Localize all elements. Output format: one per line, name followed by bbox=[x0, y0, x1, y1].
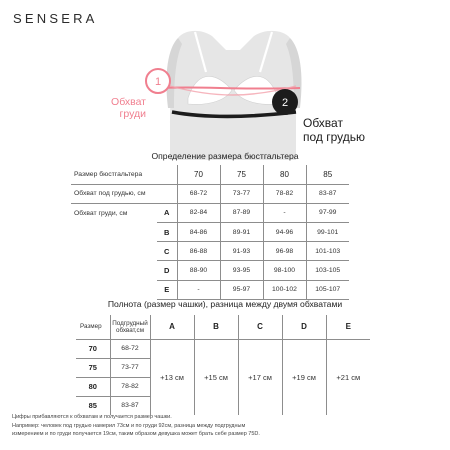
cup-row-girth: 78-82 bbox=[110, 377, 150, 396]
note-line-1: Цифры прибавляются к обхватам и получается размер чашки. bbox=[12, 414, 172, 420]
cup-row-size: 75 bbox=[76, 358, 110, 377]
bra-figure-svg bbox=[0, 28, 450, 160]
bust-row-label: Обхват груди, см bbox=[74, 209, 128, 217]
cup-header-letter: A bbox=[150, 315, 194, 339]
size-header-label: Размер бюстгальтера bbox=[71, 165, 177, 184]
size-header-cell: 85 bbox=[306, 165, 349, 184]
size-table bbox=[71, 165, 349, 300]
cup-table-title: Полнота (размер чашки), разница между двумя обхватами bbox=[107, 299, 343, 309]
cup-row-70 bbox=[76, 339, 370, 358]
cup-letter: C bbox=[157, 242, 177, 261]
bust-cell: 93-95 bbox=[220, 261, 263, 280]
cup-header-girth bbox=[110, 315, 150, 339]
cup-header-girth-line1: Подгрудный bbox=[112, 319, 148, 327]
bust-cell: 98-100 bbox=[263, 261, 306, 280]
cup-header-letter: E bbox=[326, 315, 370, 339]
bust-cell: 99-101 bbox=[306, 223, 349, 242]
underbust-label-line2: под грудью bbox=[303, 130, 366, 144]
bust-label bbox=[98, 96, 146, 120]
bust-label-line2: груди bbox=[119, 108, 146, 120]
cup-difference-cell: +17 см bbox=[238, 339, 282, 415]
bust-cell: 103-105 bbox=[306, 261, 349, 280]
bust-cell: 100-102 bbox=[263, 280, 306, 299]
cup-row-size: 85 bbox=[76, 396, 110, 415]
bust-cell: - bbox=[263, 203, 306, 222]
cup-header-size: Размер bbox=[80, 323, 102, 330]
cup-difference-cell: +15 см bbox=[194, 339, 238, 415]
bust-cell: 95-97 bbox=[220, 280, 263, 299]
bust-cell: 105-107 bbox=[306, 280, 349, 299]
underbust-label bbox=[303, 116, 365, 144]
brand-logo: SENSERA bbox=[13, 11, 98, 26]
cup-difference-cell: +21 см bbox=[326, 339, 370, 415]
bust-cell: 86-88 bbox=[177, 242, 220, 261]
size-header-cell: 70 bbox=[177, 165, 220, 184]
note-line-3: измерением и по груди получается 19см, таким образом девушка может брать себе размер 75D. bbox=[12, 430, 260, 437]
cup-difference-cell: +19 см bbox=[282, 339, 326, 415]
bust-cell: 89-91 bbox=[220, 223, 263, 242]
measurement-illustration bbox=[0, 28, 450, 160]
cup-row-size: 70 bbox=[76, 339, 110, 358]
underbust-cell: 78-82 bbox=[263, 184, 306, 203]
underbust-row-label: Обхват под грудью, см bbox=[71, 184, 177, 203]
underbust-cell: 68-72 bbox=[177, 184, 220, 203]
cup-row-size: 80 bbox=[76, 377, 110, 396]
bust-cell: 101-103 bbox=[306, 242, 349, 261]
bust-cell: 87-89 bbox=[220, 203, 263, 222]
bust-cell: 91-93 bbox=[220, 242, 263, 261]
underbust-cell: 83-87 bbox=[306, 184, 349, 203]
underbust-cell: 73-77 bbox=[220, 184, 263, 203]
marker-1-number: 1 bbox=[154, 76, 162, 88]
cup-letter: D bbox=[157, 261, 177, 280]
bust-row-a bbox=[71, 203, 349, 222]
bust-label-line1: Обхват bbox=[111, 96, 146, 108]
note-example bbox=[12, 423, 442, 438]
cup-row-girth: 73-77 bbox=[110, 358, 150, 377]
note-line-2: Например: человек под грудью намерил 73см и по груди 92см, разница между подгрудным bbox=[12, 423, 246, 429]
cup-letter: A bbox=[157, 203, 177, 222]
cup-table bbox=[76, 315, 370, 415]
cup-letter: E bbox=[157, 280, 177, 299]
bust-cell: 96-98 bbox=[263, 242, 306, 261]
cup-row-girth: 68-72 bbox=[110, 339, 150, 358]
underbust-row bbox=[71, 184, 349, 203]
underbust-label-line1: Обхват bbox=[303, 116, 343, 130]
cup-letter: B bbox=[157, 223, 177, 242]
bust-cell: 97-99 bbox=[306, 203, 349, 222]
size-header-cell: 75 bbox=[220, 165, 263, 184]
size-header-cell: 80 bbox=[263, 165, 306, 184]
bust-cell: 94-96 bbox=[263, 223, 306, 242]
cup-row-girth: 83-87 bbox=[110, 396, 150, 415]
bust-cell: 82-84 bbox=[177, 203, 220, 222]
cup-table-header-row bbox=[76, 315, 370, 339]
bust-cell: - bbox=[177, 280, 220, 299]
cup-header-letter: C bbox=[238, 315, 282, 339]
bust-cell: 84-86 bbox=[177, 223, 220, 242]
cup-difference-cell: +13 см bbox=[150, 339, 194, 415]
marker-2-number: 2 bbox=[281, 97, 289, 109]
size-table-header-row bbox=[71, 165, 349, 184]
cup-header-girth-line2: обхват,см bbox=[115, 326, 145, 334]
cup-header-letter: D bbox=[282, 315, 326, 339]
bust-cell: 88-90 bbox=[177, 261, 220, 280]
size-table-title: Определение размера бюстгальтера bbox=[151, 151, 299, 161]
cup-header-letter: B bbox=[194, 315, 238, 339]
